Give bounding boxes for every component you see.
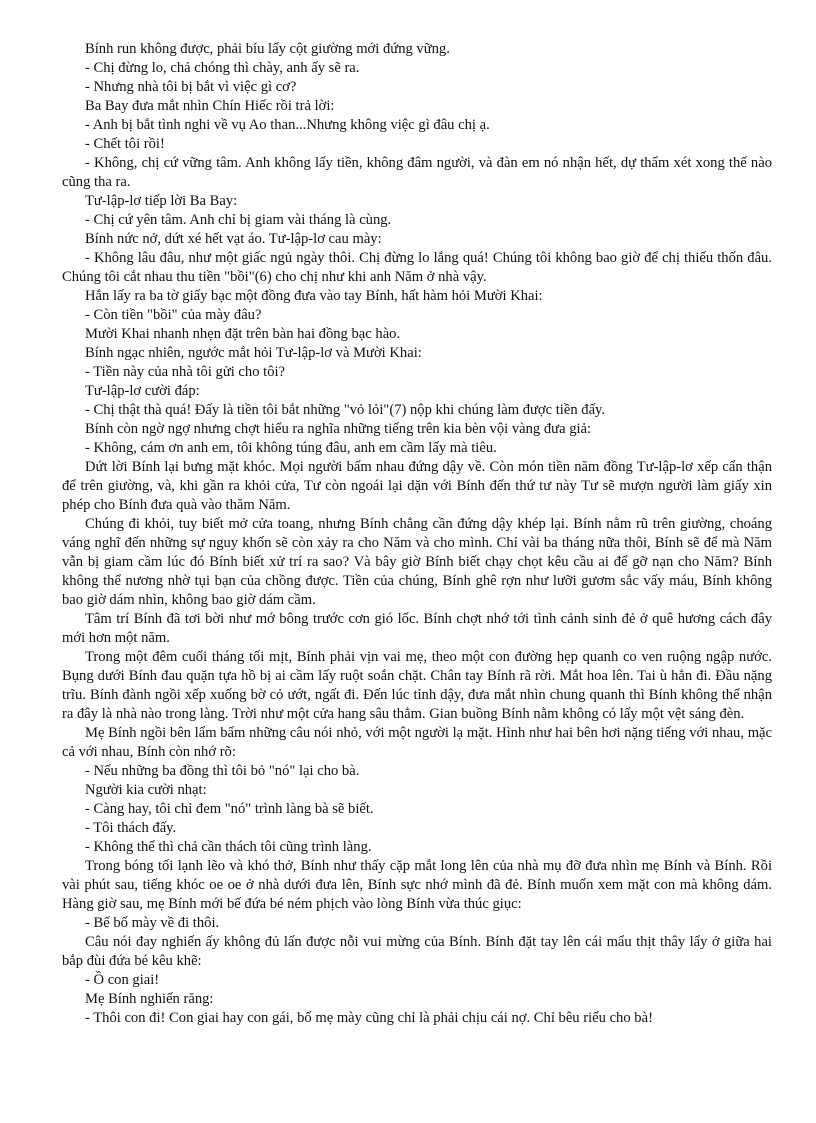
- paragraph-9: - Chị cứ yên tâm. Anh chỉ bị giam vài tháng là cùng.: [85, 212, 392, 228]
- paragraph-30: - Không thể thì chả cần thách tôi cũng trình làng.: [85, 839, 372, 855]
- paragraph-27: Người kia cười nhạt:: [85, 782, 207, 798]
- paragraph-24: Trong một đêm cuối tháng tối mịt, Bính phải vịn vai mẹ, theo một con đường hẹp quanh co ven ruộng ngập nước. Bụng dưới Bính đau quặn tựa hồ bị ai cầm lấy ruột soắn chặt. Chân tay Bính rã rời. Mắt hoa lên. Tai ù hẳn đi. Đầu nặng trĩu. Bính đành ngồi xếp xuống bờ cỏ ướt, ngất đi. Đến lúc tỉnh dậy, đưa mắt nhìn chung quanh thì Bính không thể nhận ra đây là nhà nào trong làng. Trời như một cửa hang sâu thẳm. Gian buồng Bính nằm không có lấy một vệt sáng đèn.: [62, 649, 772, 722]
- paragraph-17: Tư-lập-lơ cười đáp:: [85, 383, 200, 399]
- paragraph-23: Tâm trí Bính đã tơi bời như mớ bông trước cơn gió lốc. Bính chợt nhớ tới tình cảnh sinh đẻ ở quê hương cách đây mới hơn một năm.: [62, 611, 772, 646]
- paragraph-10: Bính nức nở, dứt xé hết vạt áo. Tư-lập-lơ cau mày:: [85, 231, 382, 247]
- paragraph-1: Bính run không được, phải bíu lấy cột giường mới đứng vững.: [85, 41, 450, 57]
- paragraph-35: Mẹ Bính nghiến răng:: [85, 991, 214, 1007]
- paragraph-6: - Chết tôi rồi!: [85, 136, 165, 152]
- paragraph-8: Tư-lập-lơ tiếp lời Ba Bay:: [85, 193, 238, 209]
- paragraph-3: - Nhưng nhà tôi bị bắt vì việc gì cơ?: [85, 79, 297, 95]
- paragraph-19: Bính còn ngờ ngợ nhưng chợt hiểu ra nghĩa những tiếng trên kia bèn vội vàng đưa giả:: [85, 421, 592, 437]
- paragraph-34: - Ồ con giai!: [85, 972, 160, 988]
- paragraph-2: - Chị đừng lo, chả chóng thì chày, anh ấy sẽ ra.: [85, 60, 360, 76]
- paragraph-11: - Không lâu đâu, như một giấc ngủ ngày thôi. Chị đừng lo lắng quá! Chúng tôi không bao giờ để chị thiếu thốn đâu. Chúng tôi cắt nhau thu tiền "bồi"(6) cho chị như khi anh Năm ở nhà vậy.: [62, 250, 772, 285]
- paragraph-29: - Tôi thách đấy.: [85, 820, 177, 836]
- paragraph-36: - Thôi con đi! Con giai hay con gái, bố mẹ mày cũng chỉ là phải chịu cái nợ. Chỉ bêu riếu cho bà!: [85, 1010, 653, 1026]
- paragraph-14: Mười Khai nhanh nhẹn đặt trên bàn hai đồng bạc hào.: [85, 326, 401, 342]
- paragraph-16: - Tiền này của nhà tôi gửi cho tôi?: [85, 364, 286, 380]
- paragraph-28: - Càng hay, tôi chỉ đem "nó" trình làng bà sẽ biết.: [85, 801, 374, 817]
- paragraph-32: - Bế bố mày về đi thôi.: [85, 915, 220, 931]
- paragraph-18: - Chị thật thà quá! Đấy là tiền tôi bắt những "vỏ lỏi"(7) nộp khi chúng làm được tiền đấy.: [85, 402, 606, 418]
- paragraph-15: Bính ngạc nhiên, ngước mắt hỏi Tư-lập-lơ và Mười Khai:: [85, 345, 422, 361]
- paragraph-5: - Anh bị bắt tình nghi về vụ Ao than...Nhưng không việc gì đâu chị ạ.: [85, 117, 490, 133]
- paragraph-13: - Còn tiền "bồi" của mày đâu?: [85, 307, 262, 323]
- paragraph-26: - Nếu những ba đồng thì tôi bỏ "nó" lại cho bà.: [85, 763, 360, 779]
- paragraph-12: Hắn lấy ra ba tờ giấy bạc một đồng đưa vào tay Bính, hất hàm hỏi Mười Khai:: [85, 288, 543, 304]
- paragraph-20: - Không, cám ơn anh em, tôi không túng đâu, anh em cầm lấy mà tiêu.: [85, 440, 497, 456]
- paragraph-25: Mẹ Bính ngồi bên lẩm bẩm những câu nói nhỏ, với một người lạ mặt. Hình như hai bên hơi nặng tiếng với nhau, mặc cả với nhau, Bính còn nhớ rõ:: [62, 725, 772, 760]
- paragraph-7: - Không, chị cứ vững tâm. Anh không lấy tiền, không đâm người, và đàn em nó nhận hết, dự thẩm xét xong thế nào cũng tha ra.: [62, 155, 772, 190]
- paragraph-4: Ba Bay đưa mắt nhìn Chín Hiếc rồi trả lời:: [85, 98, 335, 114]
- paragraph-31: Trong bóng tối lạnh lẽo và khó thở, Bính như thấy cặp mắt long lên của nhà mụ đỡ đưa nhìn mẹ Bính và Bính. Rồi vài phút sau, tiếng khóc oe oe ở nhà dưới đưa lên, Bính sực nhớ mình đã đẻ. Bính muốn xem mặt con mà không dám. Hàng giờ sau, mẹ Bính mới bế đứa bé ném phịch vào lòng Bính vừa thúc giục:: [62, 858, 772, 912]
- paragraph-21: Dứt lời Bính lại bưng mặt khóc. Mọi người bấm nhau đứng dậy về. Còn món tiền năm đồng Tư-lập-lơ xếp cẩn thận để trên giường, và, khi gần ra khỏi cửa, Tư còn ngoái lại dặn với Bính đến thứ tư này Tư sẽ mượn người làm giấy xin phép cho Bính đưa quà vào thăm Năm.: [62, 459, 772, 513]
- paragraph-33: Câu nói đay nghiến ấy không đủ lấn được nỗi vui mừng của Bính. Bính đặt tay lên cái mẩu thịt thây lẩy ở giữa hai bắp đùi đứa bé kêu khẽ:: [62, 934, 772, 969]
- paragraph-22: Chúng đi khỏi, tuy biết mở cửa toang, nhưng Bính chẳng cần đứng dậy khép lại. Bính nằm rũ trên giường, choáng váng nghĩ đến những sự nguy khốn sẽ còn xảy ra cho Năm và cho mình. Chỉ vài ba tháng nữa thôi, Bính sẽ để mà Năm vẫn bị giam cầm lúc đó Bính biết xử trí ra sao? Và bây giờ Bính biết chạy chọt kêu cầu ai để gỡ nạn cho Năm? Bính không thể nương nhờ tụi bạn của chồng được. Tiền của chúng, Bính ghê rợn như lưỡi gươm sắc vấy máu, Bính không bao giờ dám nhìn, không bao giờ dám cầm.: [62, 516, 772, 608]
